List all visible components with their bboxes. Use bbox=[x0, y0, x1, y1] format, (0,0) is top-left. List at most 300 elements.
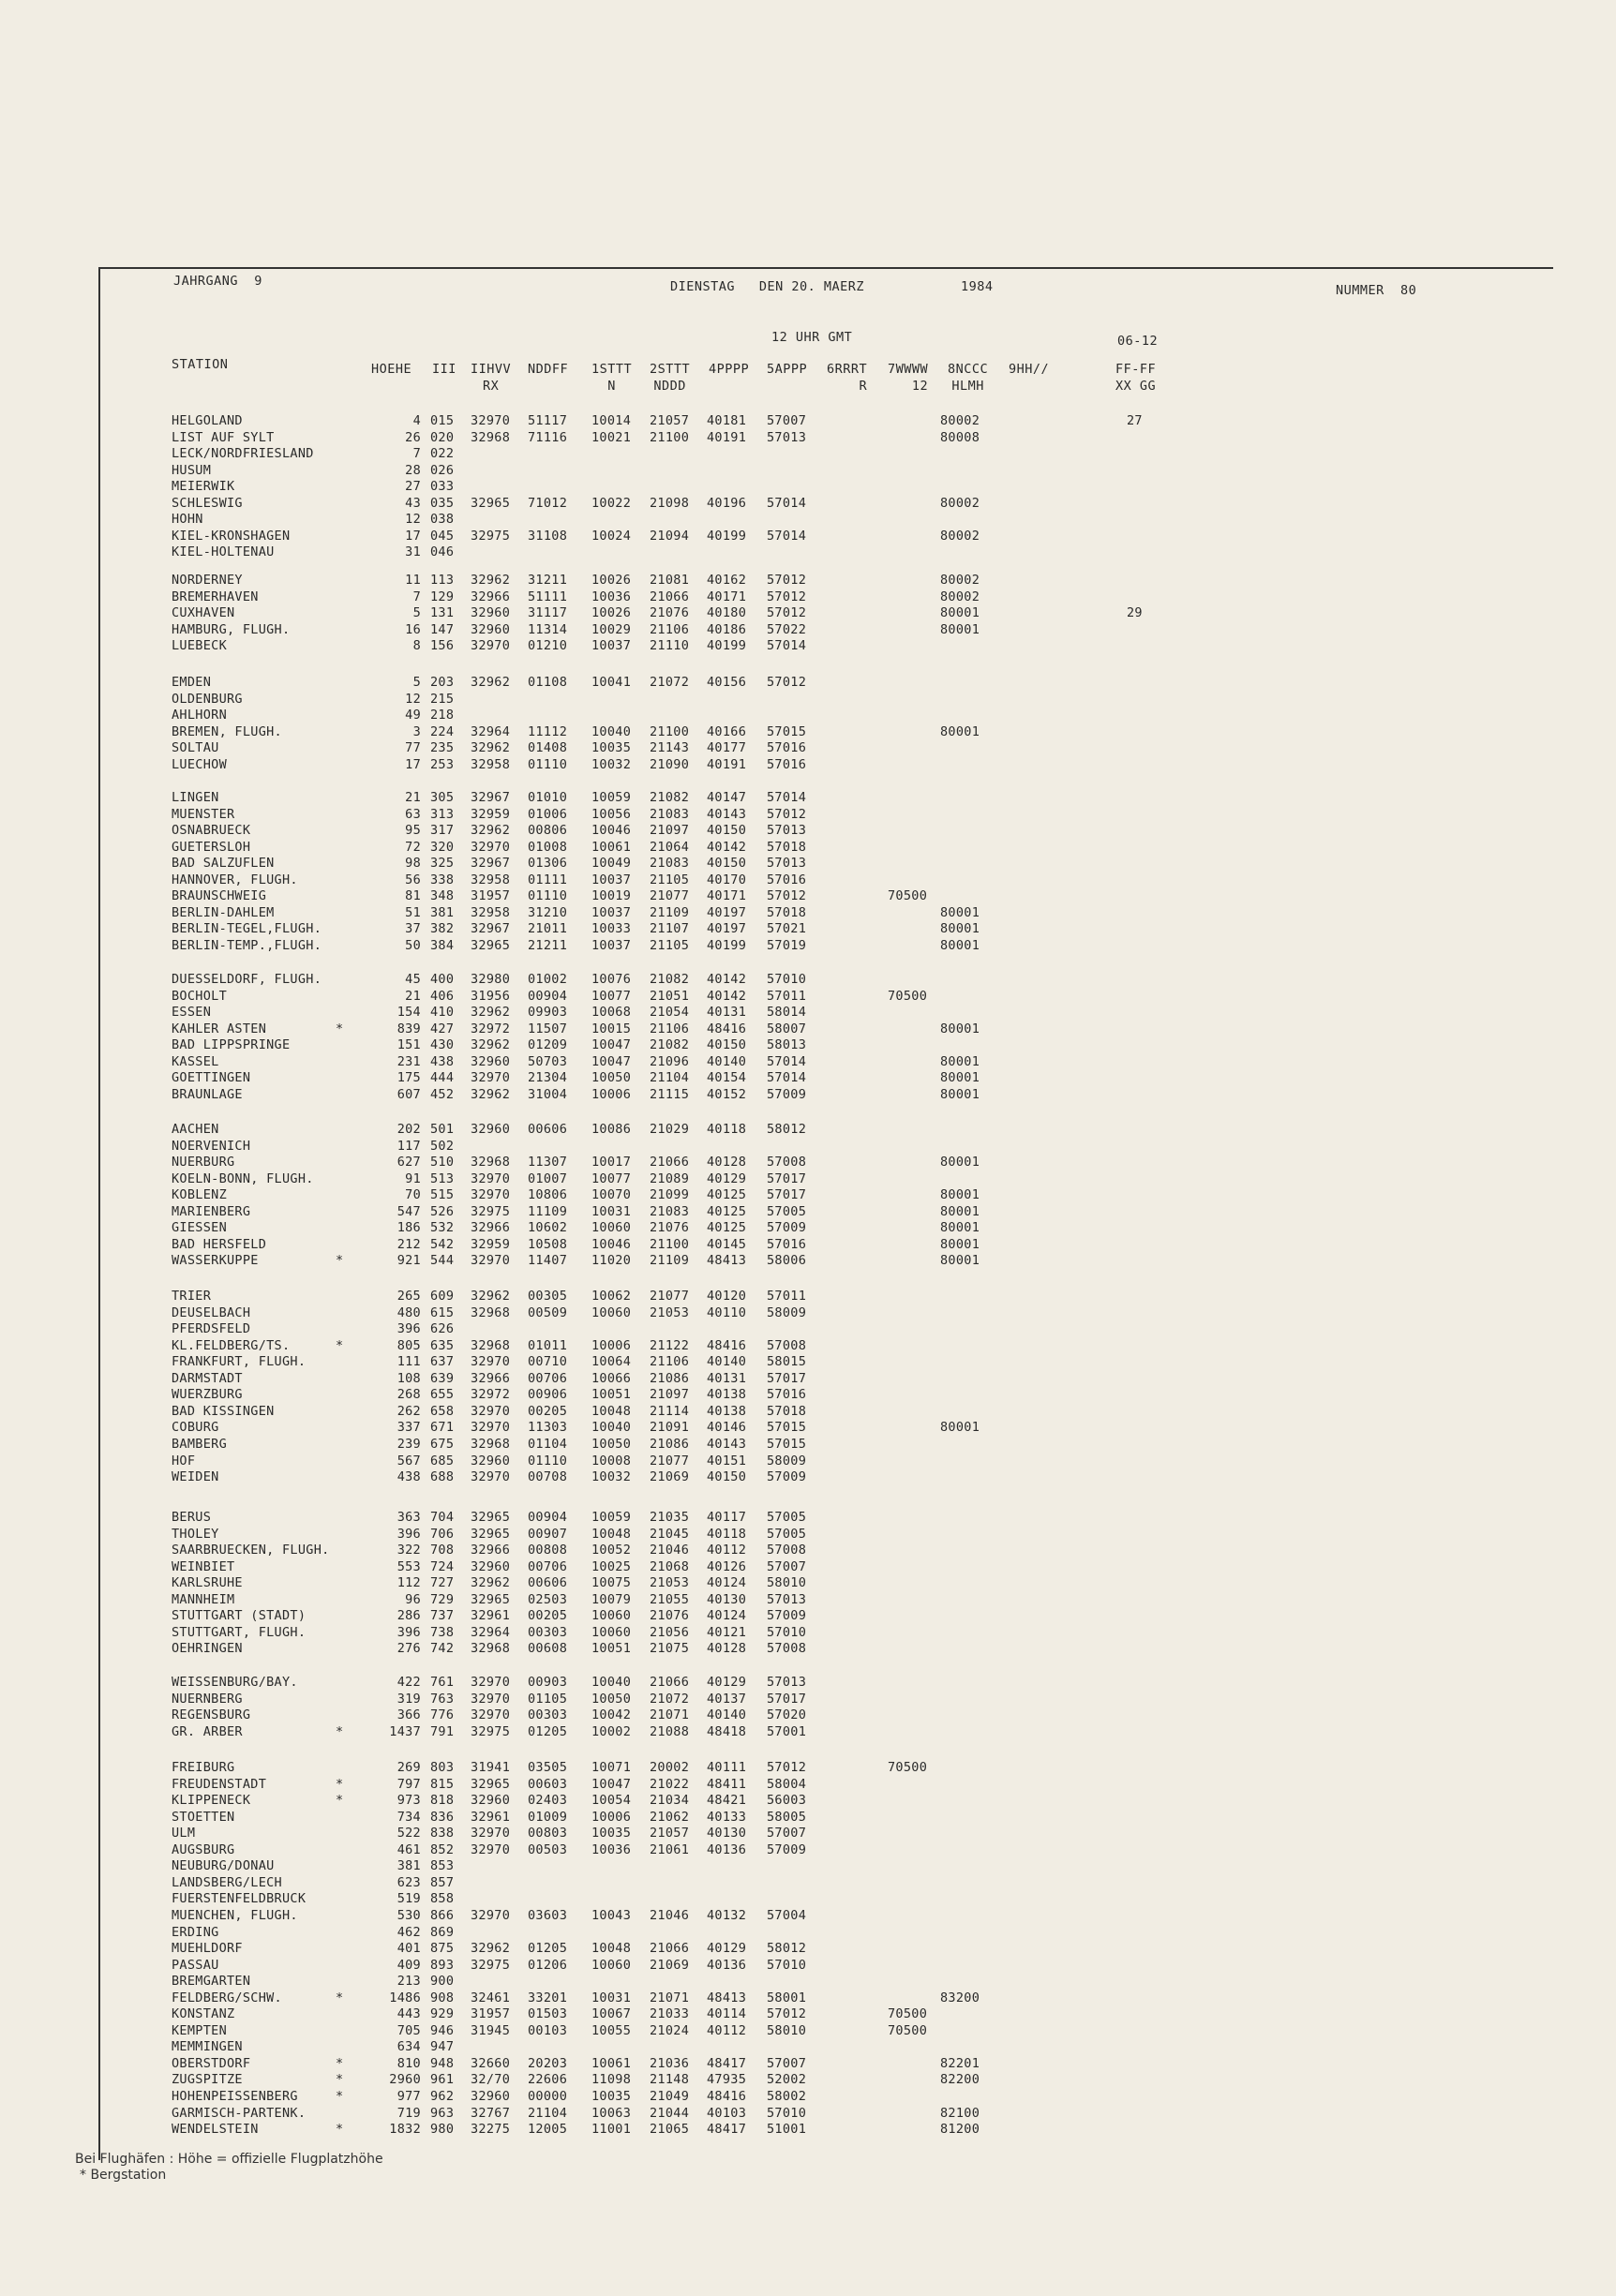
station-name: MANNHEIM bbox=[172, 1591, 235, 1607]
group-2sttt: 21106 bbox=[650, 621, 690, 637]
year: 1984 bbox=[961, 279, 994, 294]
table-row bbox=[0, 2039, 1616, 2056]
group-5appp: 57015 bbox=[767, 1436, 807, 1452]
group-1sttt: 10017 bbox=[591, 1155, 632, 1170]
height: 337 bbox=[397, 1420, 421, 1436]
height: 396 bbox=[397, 1321, 421, 1337]
station-name: HUSUM bbox=[172, 462, 212, 478]
table-row bbox=[0, 1005, 1616, 1021]
height: 268 bbox=[397, 1387, 421, 1403]
height: 186 bbox=[397, 1220, 421, 1236]
table-row bbox=[0, 1155, 1616, 1171]
group-5appp: 57009 bbox=[767, 1608, 807, 1624]
group-5appp: 57016 bbox=[767, 872, 807, 887]
station-name: DARMSTADT bbox=[172, 1370, 243, 1386]
group-nddff: 12005 bbox=[528, 2122, 568, 2138]
group-5appp: 58015 bbox=[767, 1354, 807, 1370]
group-5appp: 58005 bbox=[767, 1809, 807, 1825]
group-nddff: 02503 bbox=[528, 1591, 568, 1607]
group-1sttt: 10040 bbox=[591, 723, 632, 739]
table-row bbox=[0, 1675, 1616, 1692]
station-index: 658 bbox=[430, 1403, 455, 1419]
height: 72 bbox=[405, 839, 421, 855]
group-5appp: 57004 bbox=[767, 1907, 807, 1923]
group-2sttt: 20002 bbox=[650, 1760, 690, 1775]
height: 81 bbox=[405, 888, 421, 904]
group-nddff: 51111 bbox=[528, 589, 568, 604]
time-label: 12 UHR GMT bbox=[771, 330, 853, 345]
height: 547 bbox=[397, 1203, 421, 1219]
group-nddff: 00904 bbox=[528, 1510, 568, 1525]
table-row bbox=[0, 1608, 1616, 1625]
table-row bbox=[0, 1625, 1616, 1642]
table-row bbox=[0, 622, 1616, 639]
station-index: 961 bbox=[430, 2072, 455, 2088]
group-4pppp: 40140 bbox=[707, 1354, 747, 1370]
group-1sttt: 10002 bbox=[591, 1723, 632, 1739]
table-row bbox=[0, 1908, 1616, 1925]
group-5appp: 58007 bbox=[767, 1021, 807, 1036]
group-8nccc: 80001 bbox=[940, 1220, 980, 1236]
table-row bbox=[0, 1437, 1616, 1454]
group-iihvv: 32962 bbox=[471, 573, 511, 588]
station-index: 045 bbox=[430, 528, 455, 544]
group-nddff: 00706 bbox=[528, 1370, 568, 1386]
table-row bbox=[0, 1793, 1616, 1810]
group-nddff: 01110 bbox=[528, 888, 568, 904]
station-name: AACHEN bbox=[172, 1122, 219, 1137]
height: 480 bbox=[397, 1305, 421, 1320]
station-index: 253 bbox=[430, 756, 455, 772]
height: 43 bbox=[405, 495, 421, 511]
group-4pppp: 40197 bbox=[707, 921, 747, 937]
group-5appp: 57017 bbox=[767, 1170, 807, 1186]
group-5appp: 58001 bbox=[767, 1990, 807, 2005]
group-2sttt: 21109 bbox=[650, 904, 690, 920]
group-4pppp: 40199 bbox=[707, 528, 747, 544]
station-name: DUESSELDORF, FLUGH. bbox=[172, 972, 322, 987]
group-2sttt: 21049 bbox=[650, 2089, 690, 2104]
group-iihvv: 32968 bbox=[471, 1337, 511, 1353]
table-row bbox=[0, 1420, 1616, 1437]
group-1sttt: 10026 bbox=[591, 573, 632, 588]
station-name: BAD KISSINGEN bbox=[172, 1403, 275, 1419]
station-name: KEMPTEN bbox=[172, 2022, 227, 2038]
group-5appp: 58010 bbox=[767, 2022, 807, 2038]
station-index: 317 bbox=[430, 823, 455, 839]
group-2sttt: 21091 bbox=[650, 1420, 690, 1436]
group-nddff: 21011 bbox=[528, 921, 568, 937]
station-name: WEINBIET bbox=[172, 1558, 235, 1574]
group-1sttt: 10036 bbox=[591, 1841, 632, 1857]
station-name: COBURG bbox=[172, 1420, 219, 1436]
group-4pppp: 40152 bbox=[707, 1086, 747, 1102]
group-1sttt: 10040 bbox=[591, 1675, 632, 1690]
table-row bbox=[0, 1810, 1616, 1826]
group-5appp: 57020 bbox=[767, 1707, 807, 1723]
group-8nccc: 80001 bbox=[940, 1187, 980, 1203]
group-nddff: 00808 bbox=[528, 1543, 568, 1558]
height: 8 bbox=[412, 638, 421, 654]
group-2sttt: 21022 bbox=[650, 1776, 690, 1792]
group-4pppp: 48417 bbox=[707, 2055, 747, 2071]
group-4pppp: 40128 bbox=[707, 1641, 747, 1657]
group-1sttt: 10049 bbox=[591, 856, 632, 872]
station-index: 452 bbox=[430, 1086, 455, 1102]
height: 322 bbox=[397, 1543, 421, 1558]
group-nddff: 11314 bbox=[528, 621, 568, 637]
col-hoehe: HOEHE bbox=[371, 362, 412, 377]
station-name: LECK/NORDFRIESLAND bbox=[172, 446, 314, 462]
group-8nccc: 80002 bbox=[940, 413, 980, 428]
station-index: 948 bbox=[430, 2055, 455, 2071]
group-1sttt: 10035 bbox=[591, 740, 632, 756]
station-name: SOLTAU bbox=[172, 740, 219, 756]
station-index: 038 bbox=[430, 512, 455, 528]
table-row bbox=[0, 1974, 1616, 1990]
group-8nccc: 80001 bbox=[940, 621, 980, 637]
group-8nccc: 80001 bbox=[940, 1155, 980, 1170]
station-index: 893 bbox=[430, 1957, 455, 1973]
group-nddff: 02403 bbox=[528, 1793, 568, 1809]
station-index: 724 bbox=[430, 1558, 455, 1574]
height: 262 bbox=[397, 1403, 421, 1419]
group-2sttt: 21083 bbox=[650, 1203, 690, 1219]
height: 111 bbox=[397, 1354, 421, 1370]
table-row bbox=[0, 1087, 1616, 1104]
height: 719 bbox=[397, 2105, 421, 2121]
station-name: MEMMINGEN bbox=[172, 2039, 243, 2055]
group-4pppp: 40132 bbox=[707, 1907, 747, 1923]
station-name: KARLSRUHE bbox=[172, 1575, 243, 1591]
table-row bbox=[0, 529, 1616, 545]
table-row bbox=[0, 1122, 1616, 1139]
group-5appp: 57010 bbox=[767, 972, 807, 987]
group-nddff: 10602 bbox=[528, 1220, 568, 1236]
group-4pppp: 40140 bbox=[707, 1707, 747, 1723]
table-row bbox=[0, 1371, 1616, 1388]
table-row bbox=[0, 1641, 1616, 1658]
table-row bbox=[0, 1021, 1616, 1038]
group-iihvv: 32967 bbox=[471, 856, 511, 872]
group-iihvv: 32965 bbox=[471, 1510, 511, 1525]
station-index: 026 bbox=[430, 462, 455, 478]
station-name: KLIPPENECK bbox=[172, 1793, 251, 1809]
group-2sttt: 21105 bbox=[650, 937, 690, 953]
group-iihvv: 32962 bbox=[471, 1086, 511, 1102]
group-1sttt: 10086 bbox=[591, 1122, 632, 1137]
col-ff-ff: FF-FF XX GG bbox=[1115, 362, 1157, 394]
group-2sttt: 21110 bbox=[650, 638, 690, 654]
group-5appp: 57012 bbox=[767, 589, 807, 604]
col-4pppp: 4PPPP bbox=[709, 362, 750, 377]
group-8nccc: 80001 bbox=[940, 1203, 980, 1219]
group-5appp: 57013 bbox=[767, 1675, 807, 1690]
col-nddff: NDDFF bbox=[528, 362, 569, 377]
mountain-marker: * bbox=[336, 1021, 344, 1036]
group-iihvv: 32975 bbox=[471, 1723, 511, 1739]
group-8nccc: 80002 bbox=[940, 495, 980, 511]
group-8nccc: 80008 bbox=[940, 429, 980, 445]
height: 1486 bbox=[389, 1990, 421, 2005]
table-row bbox=[0, 1387, 1616, 1404]
group-2sttt: 21089 bbox=[650, 1170, 690, 1186]
group-nddff: 01306 bbox=[528, 856, 568, 872]
height: 28 bbox=[405, 462, 421, 478]
group-5appp: 57013 bbox=[767, 429, 807, 445]
group-2sttt: 21051 bbox=[650, 988, 690, 1004]
height: 276 bbox=[397, 1641, 421, 1657]
group-1sttt: 10047 bbox=[591, 1053, 632, 1069]
station-index: 532 bbox=[430, 1220, 455, 1236]
station-name: KIEL-HOLTENAU bbox=[172, 544, 275, 560]
group-iihvv: 32967 bbox=[471, 921, 511, 937]
group-4pppp: 40117 bbox=[707, 1510, 747, 1525]
group-1sttt: 11020 bbox=[591, 1253, 632, 1269]
station-name: BAD SALZUFLEN bbox=[172, 856, 275, 872]
group-8nccc: 80001 bbox=[940, 605, 980, 621]
group-4pppp: 40150 bbox=[707, 823, 747, 839]
group-8nccc: 80001 bbox=[940, 1236, 980, 1252]
station-name: ESSEN bbox=[172, 1005, 212, 1021]
station-index: 020 bbox=[430, 429, 455, 445]
group-iihvv: 32970 bbox=[471, 1675, 511, 1690]
height: 607 bbox=[397, 1086, 421, 1102]
group-nddff: 01110 bbox=[528, 756, 568, 772]
group-nddff: 22606 bbox=[528, 2072, 568, 2088]
group-1sttt: 10033 bbox=[591, 921, 632, 937]
group-iihvv: 32968 bbox=[471, 1305, 511, 1320]
group-1sttt: 10054 bbox=[591, 1793, 632, 1809]
date: DIENSTAG DEN 20. MAERZ bbox=[670, 279, 865, 294]
group-4pppp: 40199 bbox=[707, 937, 747, 953]
group-5appp: 57001 bbox=[767, 1723, 807, 1739]
group-4pppp: 40145 bbox=[707, 1236, 747, 1252]
group-1sttt: 10060 bbox=[591, 1608, 632, 1624]
group-8nccc: 80002 bbox=[940, 528, 980, 544]
station-index: 727 bbox=[430, 1575, 455, 1591]
group-5appp: 57014 bbox=[767, 790, 807, 805]
group-8nccc: 80001 bbox=[940, 1086, 980, 1102]
station-index: 113 bbox=[430, 573, 455, 588]
group-4pppp: 48416 bbox=[707, 2089, 747, 2104]
group-7wwww: 70500 bbox=[888, 988, 928, 1004]
height: 462 bbox=[397, 1924, 421, 1940]
group-1sttt: 10006 bbox=[591, 1337, 632, 1353]
group-nddff: 21104 bbox=[528, 2105, 568, 2121]
station-index: 382 bbox=[430, 921, 455, 937]
height: 396 bbox=[397, 1624, 421, 1640]
period-label: 06-12 bbox=[1117, 334, 1159, 349]
group-iihvv: 32962 bbox=[471, 1037, 511, 1053]
table-row bbox=[0, 1469, 1616, 1486]
height: 63 bbox=[405, 806, 421, 822]
group-4pppp: 40130 bbox=[707, 1826, 747, 1841]
group-iihvv: 32970 bbox=[471, 1841, 511, 1857]
group-iihvv: 32275 bbox=[471, 2122, 511, 2138]
group-1sttt: 10070 bbox=[591, 1187, 632, 1203]
group-5appp: 58012 bbox=[767, 1941, 807, 1957]
station-name: ERDING bbox=[172, 1924, 219, 1940]
group-2sttt: 21061 bbox=[650, 1841, 690, 1857]
group-nddff: 00606 bbox=[528, 1122, 568, 1137]
table-row bbox=[0, 1777, 1616, 1794]
table-row bbox=[0, 856, 1616, 872]
group-2sttt: 21082 bbox=[650, 1037, 690, 1053]
group-2sttt: 21053 bbox=[650, 1575, 690, 1591]
group-1sttt: 10037 bbox=[591, 937, 632, 953]
group-2sttt: 21107 bbox=[650, 921, 690, 937]
group-2sttt: 21029 bbox=[650, 1122, 690, 1137]
station-name: OBERSTDORF bbox=[172, 2055, 251, 2071]
station-index: 338 bbox=[430, 872, 455, 887]
group-1sttt: 10048 bbox=[591, 1403, 632, 1419]
group-8nccc: 80001 bbox=[940, 921, 980, 937]
group-4pppp: 40142 bbox=[707, 839, 747, 855]
group-iihvv: 32970 bbox=[471, 1420, 511, 1436]
table-row bbox=[0, 708, 1616, 724]
height: 96 bbox=[405, 1591, 421, 1607]
table-row bbox=[0, 724, 1616, 741]
group-8nccc: 80002 bbox=[940, 589, 980, 604]
group-4pppp: 40171 bbox=[707, 589, 747, 604]
height: 213 bbox=[397, 1974, 421, 1990]
table-row bbox=[0, 1289, 1616, 1305]
station-name: BAD HERSFELD bbox=[172, 1236, 267, 1252]
station-index: 704 bbox=[430, 1510, 455, 1525]
station-name: HOHENPEISSENBERG bbox=[172, 2089, 298, 2104]
group-5appp: 58010 bbox=[767, 1575, 807, 1591]
table-row bbox=[0, 463, 1616, 480]
group-nddff: 09903 bbox=[528, 1005, 568, 1021]
group-1sttt: 10046 bbox=[591, 823, 632, 839]
group-2sttt: 21077 bbox=[650, 1289, 690, 1304]
table-row bbox=[0, 1354, 1616, 1371]
group-iihvv: 32972 bbox=[471, 1387, 511, 1403]
station-name: GARMISCH-PARTENK. bbox=[172, 2105, 307, 2121]
group-iihvv: 32964 bbox=[471, 723, 511, 739]
station-index: 235 bbox=[430, 740, 455, 756]
group-5appp: 57012 bbox=[767, 888, 807, 904]
group-5appp: 57012 bbox=[767, 605, 807, 621]
table-row bbox=[0, 1139, 1616, 1155]
station-name: SCHLESWIG bbox=[172, 495, 243, 511]
group-iihvv: 32461 bbox=[471, 1990, 511, 2005]
station-name: FELDBERG/SCHW. bbox=[172, 1990, 282, 2005]
group-4pppp: 40142 bbox=[707, 972, 747, 987]
table-row bbox=[0, 544, 1616, 561]
group-5appp: 57012 bbox=[767, 1760, 807, 1775]
group-5appp: 57010 bbox=[767, 2105, 807, 2121]
height: 409 bbox=[397, 1957, 421, 1973]
group-nddff: 01205 bbox=[528, 1941, 568, 1957]
group-2sttt: 21057 bbox=[650, 1826, 690, 1841]
station-name: SAARBRUECKEN, FLUGH. bbox=[172, 1543, 330, 1558]
group-4pppp: 40111 bbox=[707, 1760, 747, 1775]
group-5appp: 56003 bbox=[767, 1793, 807, 1809]
height: 91 bbox=[405, 1170, 421, 1186]
station-name: NUERBURG bbox=[172, 1155, 235, 1170]
group-2sttt: 21104 bbox=[650, 1070, 690, 1086]
group-1sttt: 10037 bbox=[591, 638, 632, 654]
col-8nccc: 8NCCC HLMH bbox=[948, 362, 989, 394]
group-iihvv: 32970 bbox=[471, 1170, 511, 1186]
group-1sttt: 10036 bbox=[591, 589, 632, 604]
station-index: 129 bbox=[430, 589, 455, 604]
group-1sttt: 10050 bbox=[591, 1070, 632, 1086]
group-4pppp: 40143 bbox=[707, 1436, 747, 1452]
height: 11 bbox=[405, 573, 421, 588]
group-nddff: 31117 bbox=[528, 605, 568, 621]
group-8nccc: 80001 bbox=[940, 904, 980, 920]
footnote-mountain-station: * Bergstation bbox=[80, 2168, 167, 2183]
col-iihvv: IIHVV RX bbox=[471, 362, 512, 394]
group-2sttt: 21086 bbox=[650, 1436, 690, 1452]
table-row bbox=[0, 1858, 1616, 1875]
station-name: NORDERNEY bbox=[172, 573, 243, 588]
height: 117 bbox=[397, 1138, 421, 1154]
group-5appp: 57018 bbox=[767, 904, 807, 920]
group-4pppp: 40126 bbox=[707, 1558, 747, 1574]
group-4pppp: 40138 bbox=[707, 1387, 747, 1403]
group-5appp: 57007 bbox=[767, 1558, 807, 1574]
group-2sttt: 21035 bbox=[650, 1510, 690, 1525]
group-nddff: 00710 bbox=[528, 1354, 568, 1370]
station-name: HANNOVER, FLUGH. bbox=[172, 872, 298, 887]
station-index: 510 bbox=[430, 1155, 455, 1170]
group-ff-ff: 29 bbox=[1127, 605, 1143, 621]
height: 26 bbox=[405, 429, 421, 445]
group-1sttt: 10031 bbox=[591, 1990, 632, 2005]
table-row bbox=[0, 2006, 1616, 2023]
group-nddff: 01104 bbox=[528, 1436, 568, 1452]
group-iihvv: 32959 bbox=[471, 1236, 511, 1252]
height: 231 bbox=[397, 1053, 421, 1069]
group-iihvv: 31956 bbox=[471, 988, 511, 1004]
table-row bbox=[0, 2122, 1616, 2139]
group-4pppp: 40129 bbox=[707, 1941, 747, 1957]
group-2sttt: 21066 bbox=[650, 589, 690, 604]
group-1sttt: 10051 bbox=[591, 1387, 632, 1403]
station-index: 815 bbox=[430, 1776, 455, 1792]
group-5appp: 57009 bbox=[767, 1469, 807, 1485]
table-row bbox=[0, 446, 1616, 463]
group-2sttt: 21045 bbox=[650, 1526, 690, 1542]
station-index: 947 bbox=[430, 2039, 455, 2055]
group-2sttt: 21088 bbox=[650, 1723, 690, 1739]
group-nddff: 11507 bbox=[528, 1021, 568, 1036]
table-row bbox=[0, 1338, 1616, 1355]
station-index: 962 bbox=[430, 2089, 455, 2104]
group-2sttt: 21077 bbox=[650, 1453, 690, 1469]
table-row bbox=[0, 1958, 1616, 1975]
group-1sttt: 10061 bbox=[591, 839, 632, 855]
table-row bbox=[0, 1875, 1616, 1892]
height: 265 bbox=[397, 1289, 421, 1304]
station-name: MEIERWIK bbox=[172, 479, 235, 495]
height: 31 bbox=[405, 544, 421, 560]
station-name: STOETTEN bbox=[172, 1809, 235, 1825]
group-4pppp: 40118 bbox=[707, 1526, 747, 1542]
group-4pppp: 48418 bbox=[707, 1723, 747, 1739]
group-5appp: 57012 bbox=[767, 573, 807, 588]
group-5appp: 57005 bbox=[767, 1203, 807, 1219]
group-iihvv: 32962 bbox=[471, 1575, 511, 1591]
group-8nccc: 80001 bbox=[940, 1420, 980, 1436]
group-iihvv: 32966 bbox=[471, 1543, 511, 1558]
group-1sttt: 10024 bbox=[591, 528, 632, 544]
height: 37 bbox=[405, 921, 421, 937]
